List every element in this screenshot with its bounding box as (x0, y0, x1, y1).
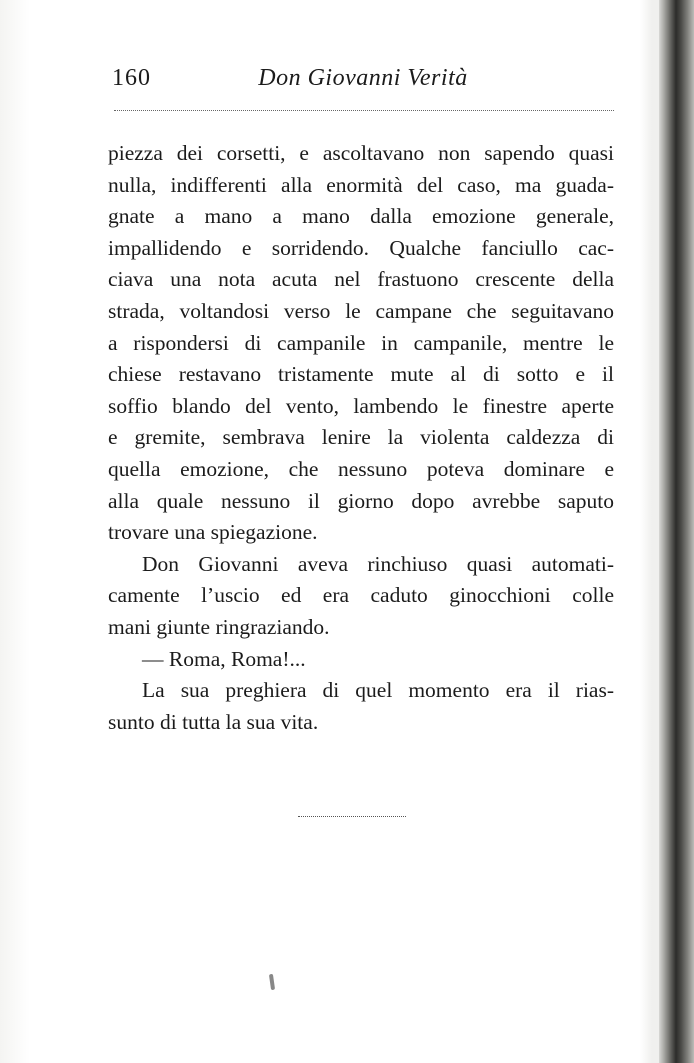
header-dotted-rule (114, 110, 614, 111)
text-line: nulla, indifferenti alla enormità del caso, ma guada- (108, 172, 614, 197)
end-dotted-rule (298, 816, 406, 817)
text-line: Don Giovanni aveva rinchiuso quasi automati- (142, 551, 614, 576)
book-spine-shadow (659, 0, 694, 1063)
text-line: a rispondersi di campanile in campanile, mentre le (108, 330, 614, 355)
text-line: strada, voltandosi verso le campane che seguitavano (108, 298, 614, 323)
running-title: Don Giovanni Verità (258, 65, 468, 91)
running-head (112, 62, 614, 98)
text-line: gnate a mano a mano dalla emozione generale, (108, 204, 614, 229)
text-line: — Roma, Roma!... (142, 646, 306, 671)
body-text (108, 138, 614, 738)
text-line: chiese restavano tristamente mute al di sotto e il (108, 362, 614, 387)
text-line: piezza dei corsetti, e ascoltavano non sapendo quasi (108, 141, 614, 165)
text-line: La sua preghiera di quel momento era il rias- (142, 678, 614, 703)
text-line: camente l’uscio ed era caduto ginocchioni colle (108, 583, 614, 608)
text-line: e gremite, sembrava lenire la violenta caldezza di (108, 425, 614, 450)
text-line: impallidendo e sorridendo. Qualche fanciullo cac- (108, 235, 614, 260)
text-line: quella emozione, che nessuno poteva dominare e (108, 456, 614, 481)
page-number: 160 (112, 65, 151, 91)
text-line: ciava una nota acuta nel frastuono crescente della (108, 267, 614, 292)
text-line: soffio blando del vento, lambendo le finestre aperte (108, 393, 614, 418)
text-line: sunto di tutta la sua vita. (108, 709, 319, 734)
text-line: mani giunte ringraziando. (108, 614, 330, 639)
text-line: alla quale nessuno il giorno dopo avrebbe saputo (108, 488, 614, 513)
text-line: trovare una spiegazione. (108, 520, 318, 545)
print-blemish (269, 974, 275, 990)
